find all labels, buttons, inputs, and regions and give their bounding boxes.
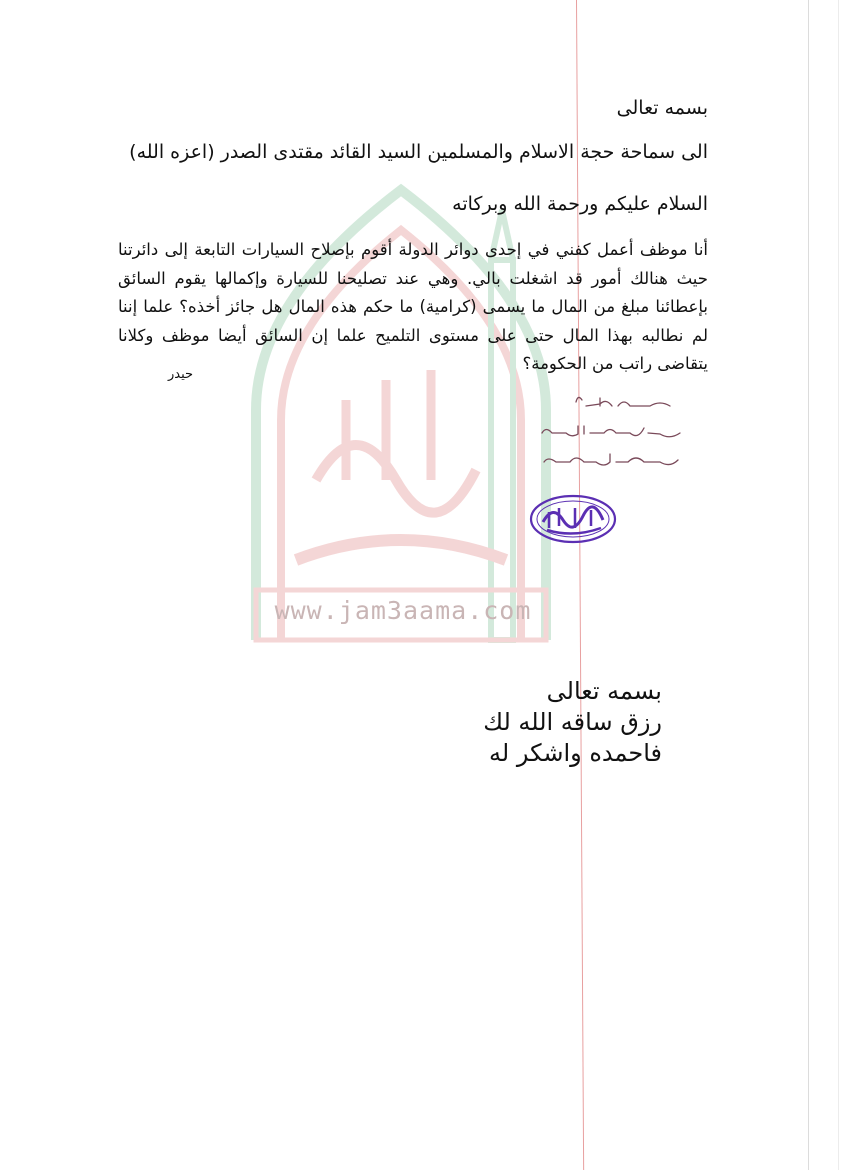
letter-signer: حيدر xyxy=(168,367,194,382)
letter-heading: بسمه تعالى xyxy=(616,97,708,119)
typed-reply-line: بسمه تعالى xyxy=(546,677,662,705)
typed-reply-line: رزق ساقه الله لك xyxy=(483,708,662,736)
scan-edge-line xyxy=(808,0,809,1170)
seal-stamp xyxy=(529,494,617,544)
watermark-logo xyxy=(236,150,566,650)
letter-addressee: الى سماحة حجة الاسلام والمسلمين السيد القائد مقتدى الصدر (اعزه الله) xyxy=(129,141,708,163)
red-margin-line xyxy=(576,0,584,1170)
watermark-url: www.jam3aama.com xyxy=(274,596,532,625)
typed-reply-line: فاحمده واشكر له xyxy=(489,739,662,767)
handwritten-reply xyxy=(520,388,690,478)
typed-reply xyxy=(483,676,662,769)
scan-edge-line xyxy=(838,0,839,1170)
letter-body: أنا موظف أعمل كفني في إحدى دوائر الدولة أقوم بإصلاح السيارات التابعة إلى دائرتنا حيث هنالك أمور قد اشغلت بالي. وهي عند تصليحنا للسيارة وإكمالها يقوم السائق بإعطائنا مبلغ من المال ما يسمى (كرامية) ما حكم هذه المال هل جائز أخذه؟ علما إننا لم نطالبه بهذا المال حتى على مستوى التلميح علما إن السائق أيضا موظف وكلانا يتقاضى راتب من الحكومة؟ xyxy=(118,240,708,373)
letter-greeting: السلام عليكم ورحمة الله وبركاته xyxy=(452,193,708,215)
